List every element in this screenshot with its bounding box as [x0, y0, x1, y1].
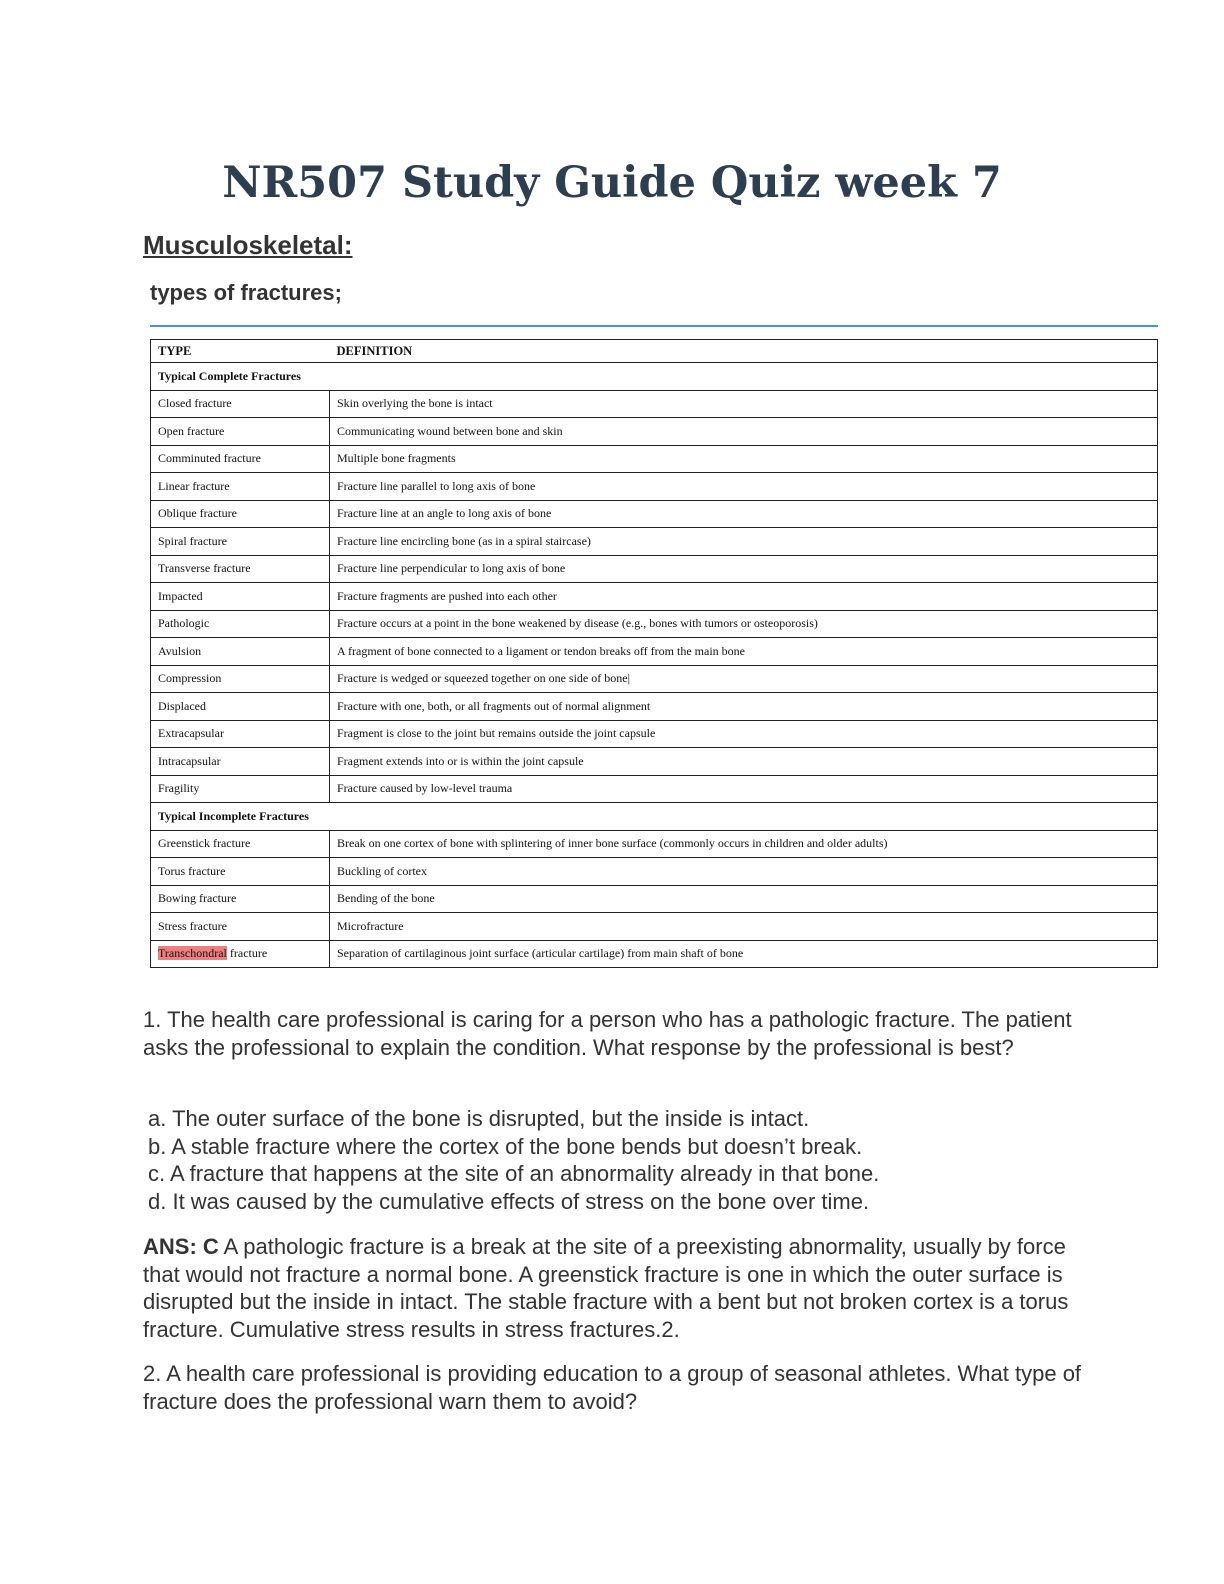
horizontal-divider [150, 325, 1158, 327]
group-label: Typical Complete Fractures [151, 363, 1158, 391]
definition-cell: Buckling of cortex [330, 858, 1158, 886]
definition-cell: Multiple bone fragments [330, 445, 1158, 473]
type-cell: Avulsion [151, 638, 330, 666]
table-row [151, 775, 1158, 803]
option-a: a. The outer surface of the bone is disrupted, but the inside is intact. [148, 1106, 810, 1131]
type-cell: Torus fracture [151, 858, 330, 886]
table-row [151, 665, 1158, 693]
type-cell: Extracapsular [151, 720, 330, 748]
table-row [151, 720, 1158, 748]
answer-label: ANS: C [143, 1234, 219, 1259]
definition-cell: Break on one cortex of bone with splintering of inner bone surface (commonly occurs in children and older adults) [330, 830, 1158, 858]
table-row [151, 858, 1158, 886]
definition-cell: Fracture is wedged or squeezed together on one side of bone| [330, 665, 1158, 693]
definition-cell: Bending of the bone [330, 885, 1158, 913]
option-c: c. A fracture that happens at the site of an abnormality already in that bone. [148, 1161, 880, 1186]
option-b: b. A stable fracture where the cortex of the bone bends but doesn’t break. [148, 1133, 863, 1159]
question-1-options [148, 1105, 879, 1215]
type-cell: Closed fracture [151, 390, 330, 418]
table-row [151, 418, 1158, 446]
type-cell: Linear fracture [151, 473, 330, 501]
type-cell: Transverse fracture [151, 555, 330, 583]
type-cell: Spiral fracture [151, 528, 330, 556]
table-row [151, 528, 1158, 556]
document-title: NR507 Study Guide Quiz week 7 [222, 158, 1002, 208]
definition-cell: Communicating wound between bone and skin [330, 418, 1158, 446]
type-cell [151, 940, 330, 968]
type-cell: Greenstick fracture [151, 830, 330, 858]
table-row [151, 693, 1158, 721]
definition-cell: Fracture occurs at a point in the bone weakened by disease (e.g., bones with tumors or osteoporosis) [330, 610, 1158, 638]
fracture-types-table [150, 339, 1158, 968]
table-row [151, 555, 1158, 583]
table-row [151, 583, 1158, 611]
table-row [151, 390, 1158, 418]
group-row [151, 803, 1158, 831]
question-1-answer [143, 1233, 1083, 1343]
definition-cell: Fracture line encircling bone (as in a spiral staircase) [330, 528, 1158, 556]
type-cell: Bowing fracture [151, 885, 330, 913]
type-cell: Fragility [151, 775, 330, 803]
table-row [151, 748, 1158, 776]
section-heading: Musculoskeletal: [143, 230, 353, 260]
table-row [151, 913, 1158, 941]
question-2-text: 2. A health care professional is providing education to a group of seasonal athletes. What type of fracture does the professional warn them to avoid? [143, 1361, 1082, 1414]
type-cell: Open fracture [151, 418, 330, 446]
type-cell-rest: fracture [226, 946, 268, 961]
table-row [151, 885, 1158, 913]
type-cell: Displaced [151, 693, 330, 721]
option-d: d. It was caused by the cumulative effects of stress on the bone over time. [148, 1188, 870, 1214]
table-row [151, 830, 1158, 858]
table-row [151, 473, 1158, 501]
definition-cell: Fracture fragments are pushed into each other [330, 583, 1158, 611]
type-cell: Impacted [151, 583, 330, 611]
definition-cell: Fragment is close to the joint but remains outside the joint capsule [330, 720, 1158, 748]
group-row [151, 363, 1158, 391]
highlighted-text: Transchondral [158, 946, 227, 961]
table-body [151, 363, 1158, 968]
definition-cell: Skin overlying the bone is intact [330, 390, 1158, 418]
definition-cell: Fragment extends into or is within the joint capsule [330, 748, 1158, 776]
sub-heading: types of fractures; [150, 280, 342, 305]
group-label: Typical Incomplete Fractures [151, 803, 1158, 831]
answer-explanation: A pathologic fracture is a break at the site of a preexisting abnormality, usually by force that would not fracture a normal bone. A greenstick fracture is one in which the outer surface is disrupted but the inside in intact. The stable fracture with a bent but not broken cortex is a torus fracture. Cumulative stress results in stress fractures.2. [143, 1234, 1069, 1342]
question-1-text: 1. The health care professional is caring for a person who has a pathologic fracture. The patient asks the professional to explain the condition. What response by the professional is best? [143, 1007, 1072, 1060]
definition-cell: Fracture line at an angle to long axis of bone [330, 500, 1158, 528]
table-row [151, 638, 1158, 666]
definition-cell: Fracture caused by low-level trauma [330, 775, 1158, 803]
table-row [151, 940, 1158, 968]
table-header-row [151, 340, 1158, 363]
type-cell: Comminuted fracture [151, 445, 330, 473]
header-definition: DEFINITION [330, 340, 1158, 363]
table-row [151, 445, 1158, 473]
table-row [151, 500, 1158, 528]
type-cell: Pathologic [151, 610, 330, 638]
header-type: TYPE [151, 340, 330, 363]
table-row [151, 610, 1158, 638]
definition-cell: Fracture line parallel to long axis of bone [330, 473, 1158, 501]
definition-cell: Separation of cartilaginous joint surface (articular cartilage) from main shaft of bone [330, 940, 1158, 968]
type-cell: Compression [151, 665, 330, 693]
type-cell: Stress fracture [151, 913, 330, 941]
type-cell: Oblique fracture [151, 500, 330, 528]
definition-cell: Fracture line perpendicular to long axis of bone [330, 555, 1158, 583]
definition-cell: Fracture with one, both, or all fragments out of normal alignment [330, 693, 1158, 721]
definition-cell: Microfracture [330, 913, 1158, 941]
definition-cell: A fragment of bone connected to a ligament or tendon breaks off from the main bone [330, 638, 1158, 666]
type-cell: Intracapsular [151, 748, 330, 776]
